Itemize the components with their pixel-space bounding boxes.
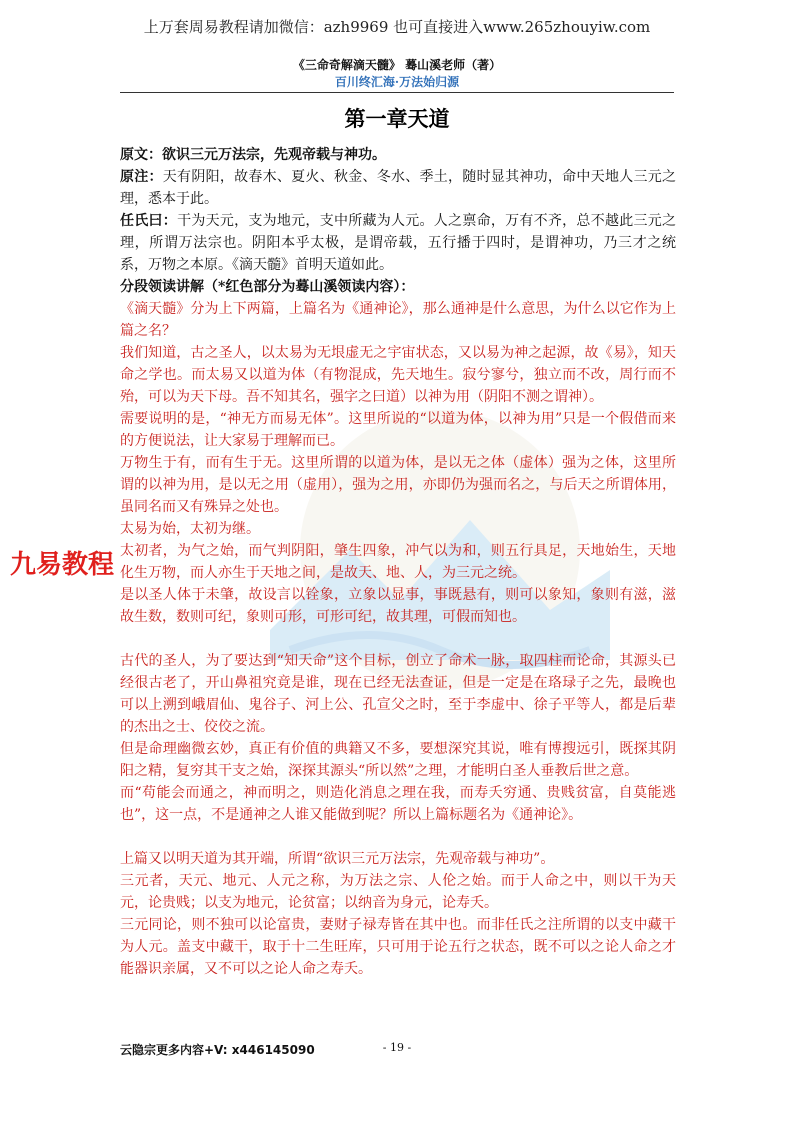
chapter-title: 第一章天道 [344, 106, 450, 131]
book-title: 《三命奇解滴天髓》 蓦山溪老师（著） [292, 58, 502, 72]
ren-commentary-text: 干为天元，支为地元，支中所藏为人元。人之禀命，万有不齐，总不越此三元之理，所谓万法宗也。阴阳本乎太极，是谓帝载，五行播于四时，是谓神功，乃三才之统系，万物之本原。《滴天髓》首明天道如此。 [120, 213, 677, 273]
ren-commentary-paragraph [120, 210, 676, 276]
page-number: - 19 - [382, 1041, 412, 1054]
original-text-line [120, 144, 676, 166]
commentary-paragraph: 而“苟能会而通之，神而明之，则造化消息之理在我，而寿夭穷通、贵贱贫富，自莫能逃也”，这一点，不是通神之人谁又能做到呢？所以上篇标题名为《通神论》。 [120, 785, 676, 823]
book-subtitle: 百川终汇海·万法始归源 [334, 75, 460, 89]
annotation-paragraph [120, 166, 676, 210]
section-heading: 分段领读讲解（*红色部分为蓦山溪领读内容）： [120, 279, 415, 295]
paragraph-gap [120, 826, 676, 848]
commentary-paragraph: 万物生于有，而有生于无。这里所谓的以道为体，是以无之体（虚体）强为之体，这里所谓的以神为用，是以无之用（虚用），强为之用，亦即仍为强而名之，与后天之所谓体用，虽同名而又有殊异之处也。 [120, 455, 676, 515]
annotation-text: 天有阴阳，故春木、夏火、秋金、冬水、季土，随时显其神功，命中天地人三元之理，悉本于此。 [120, 169, 677, 207]
commentary-paragraph: 但是命理幽微玄妙，真正有价值的典籍又不多，要想深究其说，唯有博搜远引，既探其阴阳之精，复穷其干支之始，深探其源头“所以然”之理，才能明白圣人垂教后世之意。 [120, 741, 676, 779]
commentary-paragraph: 三元者，天元、地元、人元之称，为万法之宗、人伦之始。而于人命之中，则以干为天元，论贵贱；以支为地元，论贫富；以纳音为身元，论寿夭。 [120, 873, 676, 911]
ren-commentary-label: 任氏曰： [120, 213, 178, 229]
footer-contact: 云隐宗更多内容+V: x446145090 [120, 1043, 315, 1057]
commentary-paragraph: 三元同论，则不独可以论富贵，妻财子禄寿皆在其中也。而非任氏之注所谓的以支中藏干为人元。盖支中藏干，取于十二生旺库，只可用于论五行之状态，既不可以之论人命之才能器识亲属，又不可以之论人命之寿夭。 [120, 917, 676, 977]
commentary-paragraph: 上篇又以明天道为其开端，所谓“欲识三元万法宗，先观帝载与神功”。 [120, 851, 555, 867]
side-watermark: 九易教程 [10, 550, 115, 580]
original-text: 欲识三元万法宗，先观帝载与神功。 [162, 147, 386, 163]
commentary-paragraph: 需要说明的是，“神无方而易无体”。这里所说的“以道为体，以神为用”只是一个假借而来的方便说法，让大家易于理解而已。 [120, 411, 676, 449]
commentary-paragraph: 是以圣人体于未肇，故设言以铨象，立象以显事，事既悬有，则可以象知，象则有滋，滋故生数，数则可纪，象则可形，可形可纪，故其理，可假而知也。 [120, 587, 676, 625]
top-watermark: 上万套周易教程请加微信：azh9969 也可直接进入www.265zhouyiw.com [143, 18, 651, 36]
commentary-paragraph: 古代的圣人，为了要达到“知天命”这个目标，创立了命术一脉，取四柱而论命，其源头已经很古老了，开山鼻祖究竟是谁，现在已经无法查证，但是一定是在珞琭子之先，最晚也可以上溯到峨眉仙、鬼谷子、河上公、孔宣父之时，至于李虚中、徐子平等人，都是后辈的杰出之士、佼佼之流。 [120, 653, 676, 735]
original-label: 原文： [120, 147, 162, 163]
annotation-label: 原注： [120, 169, 163, 185]
document-body [120, 144, 676, 980]
commentary-paragraph: 《滴天髓》分为上下两篇，上篇名为《通神论》，那么通神是什么意思，为什么以它作为上篇之名？ [120, 301, 676, 339]
header-divider [120, 92, 674, 93]
paragraph-gap [120, 628, 676, 650]
commentary-paragraph: 太初者，为气之始，而气判阴阳，肇生四象，冲气以为和，则五行具足，天地始生，天地化生万物，而人亦生于天地之间，是故天、地、人，为三元之统。 [120, 543, 676, 581]
commentary-paragraph: 太易为始，太初为继。 [120, 521, 260, 537]
commentary-paragraph: 我们知道，古之圣人，以太易为无垠虚无之宇宙状态，又以易为神之起源，故《易》，知天命之学也。而太易又以道为体（有物混成，先天地生。寂兮寥兮，独立而不改，周行而不殆，可以为天下母。吾不知其名，强字之曰道）以神为用（阴阳不测之谓神）。 [120, 345, 676, 405]
